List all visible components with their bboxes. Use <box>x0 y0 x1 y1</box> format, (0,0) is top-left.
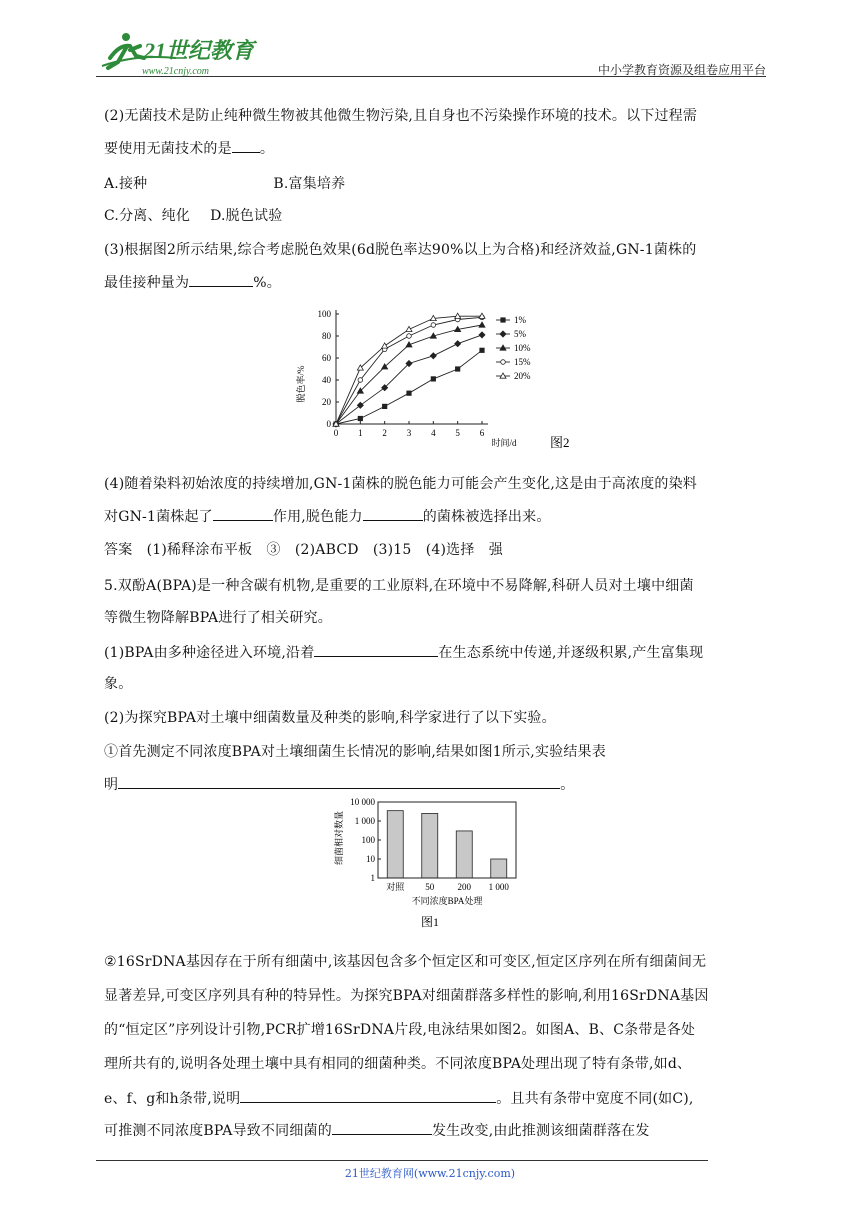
data-point <box>406 326 412 331</box>
header-rule <box>96 76 766 77</box>
x-tick-label: 200 <box>457 882 471 892</box>
data-point <box>479 332 485 338</box>
y-tick-label: 100 <box>317 309 331 319</box>
data-point <box>358 378 363 383</box>
data-point <box>480 348 484 352</box>
answer-blank[interactable] <box>232 138 260 153</box>
x-tick-label: 1 <box>358 428 363 438</box>
data-point <box>407 391 411 395</box>
legend-item <box>496 329 527 339</box>
q5-p1-prompt: (1)BPA由多种途径进入环境,沿着 <box>104 645 315 661</box>
y-tick-label: 40 <box>322 375 331 385</box>
figure-2-line-chart <box>296 306 586 456</box>
legend-item <box>496 357 531 367</box>
q5-intro-line1: 5.双酚A(BPA)是一种含碳有机物,是重要的工业原料,在环境中不易降解,科研人员对土壤中细菌 <box>104 578 694 594</box>
bar <box>491 859 507 878</box>
site-logo <box>96 28 266 78</box>
data-point <box>431 377 435 381</box>
q4-p3-end: %。 <box>253 275 281 291</box>
data-point <box>431 323 436 328</box>
figure-caption: 图1 <box>420 915 440 929</box>
answer-blank[interactable] <box>118 774 560 789</box>
legend-label: 20% <box>514 371 531 381</box>
q4-p2-end: 。 <box>259 141 275 157</box>
legend-item <box>496 343 531 353</box>
bar <box>387 811 403 878</box>
data-point <box>430 353 436 359</box>
legend-label: 5% <box>514 329 526 339</box>
logo-url: www.21cnjy.com <box>142 66 210 77</box>
y-tick-label: 80 <box>322 331 331 341</box>
bar <box>422 813 438 878</box>
x-tick-label: 4 <box>431 428 436 438</box>
footer-text: 21世纪教育网(www.21cnjy.com) <box>344 1167 516 1180</box>
q5-p2b-end: 。且共有条带中宽度不同(如C), <box>496 1091 694 1107</box>
option-d: D.脱色试验 <box>210 208 283 224</box>
y-tick-label: 0 <box>326 419 331 429</box>
data-point <box>455 341 461 347</box>
legend <box>496 315 531 381</box>
y-axis-label: 脱色率/% <box>296 365 306 403</box>
data-point <box>382 343 388 348</box>
footer-rule <box>96 1160 708 1161</box>
answer-blank[interactable] <box>314 642 438 657</box>
x-tick-label: 6 <box>479 428 485 438</box>
q5-p2b-line5 <box>104 1088 694 1109</box>
q5-p1-end: 在生态系统中传递,并逐级积累,产生富集现 <box>438 645 704 661</box>
q5-p2b-line4: 理所共有的,说明各处理土壤中具有相同的细菌种类。不同浓度BPA处理出现了特有条带,如d、 <box>104 1056 692 1072</box>
q4-p3-line1: (3)根据图2所示结果,综合考虑脱色效果(6d脱色率达90%以上为合格)和经济效益,GN-1菌株的 <box>104 242 697 258</box>
option-c: C.分离、纯化 <box>104 208 191 224</box>
q5-p2b-prompt: e、f、g和h条带,说明 <box>104 1091 241 1107</box>
y-tick-label: 1 <box>370 873 375 883</box>
q4-p4-line2 <box>104 506 551 527</box>
q4-p2-line2 <box>104 138 274 159</box>
q4-p3-prompt: 最佳接种量为 <box>104 275 190 291</box>
series-group <box>333 313 485 427</box>
y-axis-label: 细菌相对数量 <box>334 810 344 866</box>
y-tick-label: 60 <box>322 353 331 363</box>
answer-blank[interactable] <box>213 506 273 521</box>
x-axis-label: 不同浓度BPA处理 <box>411 896 483 906</box>
q5-p2b-line6 <box>104 1120 650 1141</box>
bar <box>456 831 472 878</box>
data-point <box>358 416 362 420</box>
q5-p2b6-prompt: 可推测不同浓度BPA导致不同细菌的 <box>104 1123 332 1139</box>
q5-p2a-end: 。 <box>560 777 575 793</box>
data-point <box>455 367 459 371</box>
q4-p4-mid: 作用,脱色能力 <box>272 509 363 525</box>
data-point <box>382 404 386 408</box>
data-point <box>501 318 505 322</box>
y-tick-label: 100 <box>361 835 375 845</box>
answer-line: 答案 (1)稀释涂布平板 ③ (2)ABCD (3)15 (4)选择 强 <box>104 542 503 558</box>
y-tick-label: 10 <box>366 854 375 864</box>
y-tick-label: 1 000 <box>354 816 375 826</box>
q5-p1-line2: 象。 <box>104 676 133 692</box>
q5-intro-line2: 等微生物降解BPA进行了相关研究。 <box>104 610 332 626</box>
q5-p2b6-end: 发生改变,由此推测该细菌群落在发 <box>431 1123 650 1139</box>
q5-p1-line1 <box>104 642 703 663</box>
q4-p4-prompt: 对GN-1菌株起了 <box>104 509 213 525</box>
page-header <box>96 28 766 80</box>
logo-runner-head <box>122 33 130 41</box>
y-tick-label: 10 000 <box>350 797 375 807</box>
q5-p2a-prompt: 明 <box>104 777 119 793</box>
option-a: A.接种 <box>104 176 148 192</box>
x-tick-label: 5 <box>455 428 460 438</box>
answer-blank[interactable] <box>189 272 253 287</box>
answer-blank[interactable] <box>332 1120 432 1135</box>
x-tick-label: 2 <box>382 428 387 438</box>
data-point <box>501 360 506 365</box>
q5-p2a-line1: ①首先测定不同浓度BPA对土壤细菌生长情况的影响,结果如图1所示,实验结果表 <box>104 744 606 760</box>
platform-name: 中小学教育资源及组卷应用平台 <box>597 63 766 77</box>
q5-p2b-line2: 显著差异,可变区序列具有种的特异性。为探究BPA对细菌群落多样性的影响,利用16SrDNA基因 <box>104 988 709 1004</box>
y-ticks <box>350 797 381 883</box>
logo-runner-body <box>108 46 144 68</box>
legend-label: 10% <box>514 343 531 353</box>
option-b: B.富集培养 <box>273 176 346 192</box>
x-axis-label: 时间/d <box>491 438 517 448</box>
legend-label: 1% <box>514 315 526 325</box>
figure-caption: 图2 <box>550 435 570 450</box>
answer-blank[interactable] <box>363 506 423 521</box>
answer-blank[interactable] <box>240 1088 496 1103</box>
legend-item <box>496 315 527 325</box>
data-point <box>500 331 506 337</box>
data-point <box>479 322 485 327</box>
y-tick-label: 20 <box>322 397 331 407</box>
q4-p4-line1: (4)随着染料初始浓度的持续增加,GN-1菌株的脱色能力可能会产生变化,这是由于高浓度的染料 <box>104 476 698 492</box>
x-tick-label: 1 000 <box>488 882 509 892</box>
legend-label: 15% <box>514 357 531 367</box>
legend-item <box>496 371 531 381</box>
q4-options-row1 <box>104 174 345 194</box>
q4-p2-line1: (2)无菌技术是防止纯种微生物被其他微生物污染,且自身也不污染操作环境的技术。以下过程需 <box>104 108 698 124</box>
q5-p2b-line3: 的“恒定区”序列设计引物,PCR扩增16SrDNA片段,电泳结果如图2。如图A、B、C条带是各处 <box>104 1022 696 1038</box>
q4-p4-end: 的菌株被选择出来。 <box>422 509 551 525</box>
bars <box>387 811 507 878</box>
q4-p3-line2 <box>104 272 281 293</box>
figure-1-bar-chart <box>330 790 530 930</box>
x-tick-label: 0 <box>333 428 339 438</box>
q5-p2b-line1: ②16SrDNA基因存在于所有细菌中,该基因包含多个恒定区和可变区,恒定区序列在所有细菌间无 <box>104 954 707 970</box>
q4-options-row2 <box>104 206 282 226</box>
x-tick-labels <box>386 881 509 892</box>
x-tick-label: 3 <box>406 428 412 438</box>
q5-p2-line1: (2)为探究BPA对土壤中细菌数量及种类的影响,科学家进行了以下实验。 <box>104 710 556 726</box>
x-tick-label: 对照 <box>386 882 405 892</box>
q4-p2-prompt: 要使用无菌技术的是 <box>104 141 232 157</box>
logo-text: 21世纪教育 <box>144 38 255 63</box>
data-point <box>407 334 412 339</box>
x-tick-label: 50 <box>425 882 435 892</box>
